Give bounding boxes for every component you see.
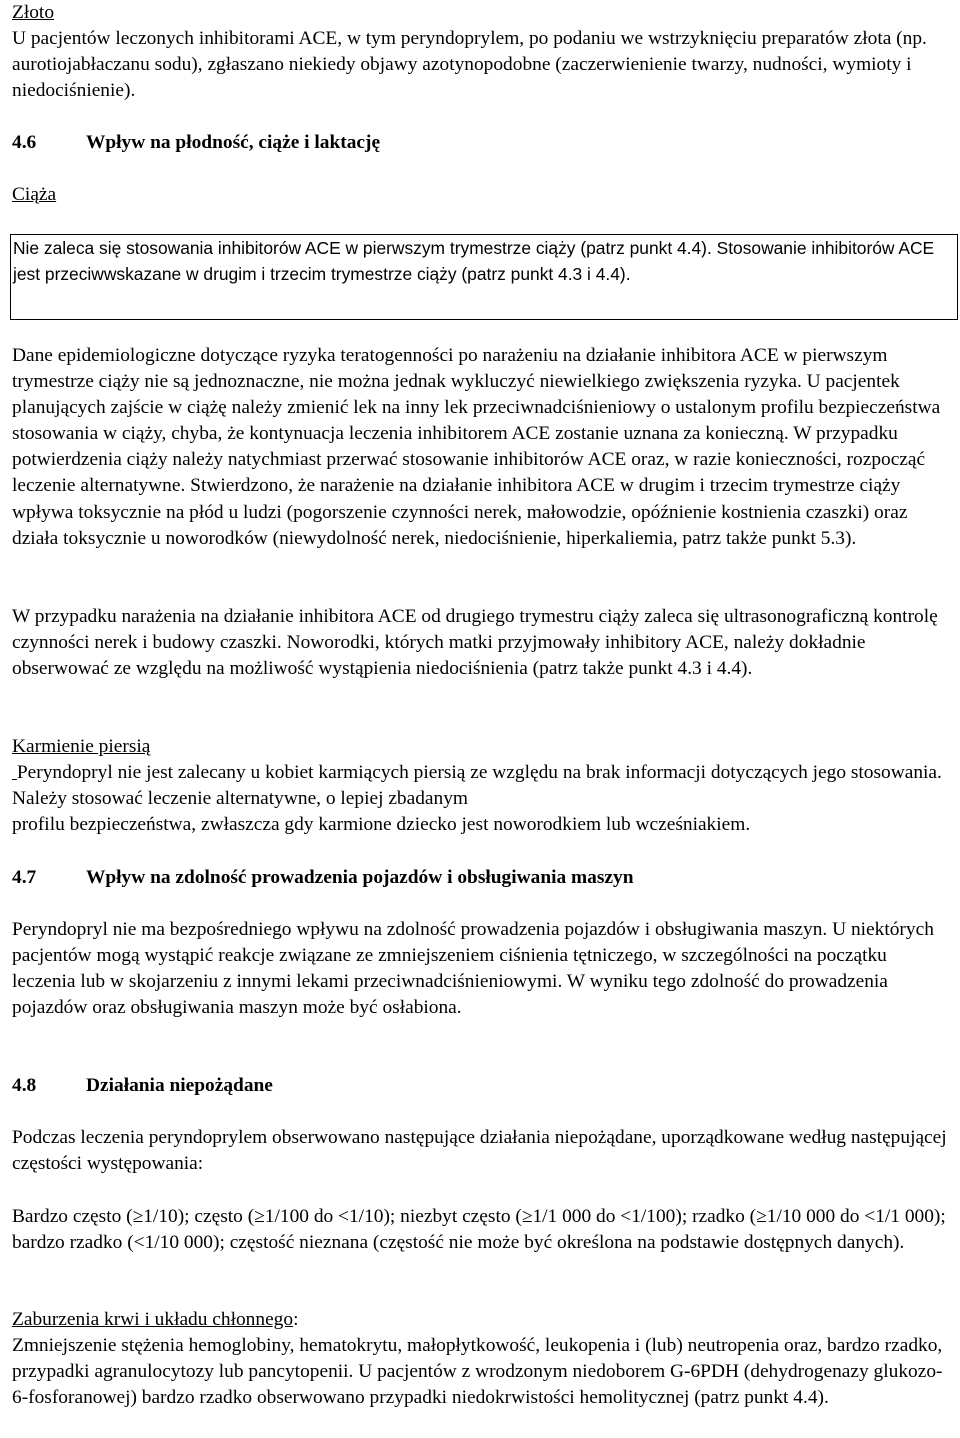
frequency-definitions: Bardzo często (≥1/10); często (≥1/100 do <1/10); niezbyt często (≥1/1 000 do <1/100); rzadko (≥1/10 000 do <1/1 000); bardzo rzadko (<1/10 000); częstość nieznana (częstość nie może być określona na podstawie dostępnych danych). (12, 1206, 946, 1254)
gold-heading: Złoto (12, 2, 55, 23)
gold-text: U pacjentów leczonych inhibitorami ACE, w tym peryndoprylem, po podaniu we wstrzyknięciu preparatów złota (np. aurotiojabłaczanu sodu), zgłaszano niekiedy objawy azotynopodobne (zaczerwienienie twarzy, nudności, wymioty i niedociśnienie). (12, 28, 927, 102)
section-4-8-intro: Podczas leczenia peryndoprylem obserwowano następujące działania niepożądane, uporządkowane według następującej częstości występowania: (12, 1127, 947, 1175)
breastfeeding-line-2: profilu bezpieczeństwa, zwłaszcza gdy karmione dziecko jest noworodkiem lub wcześniakiem. (12, 814, 751, 836)
blood-heading: Zaburzenia krwi i układu chłonnego (12, 1309, 294, 1330)
pregnancy-paragraph-1: Dane epidemiologiczne dotyczące ryzyka teratogenności po narażeniu na działanie inhibitora ACE w pierwszym trymestrze ciąży nie są jednoznaczne, nie można jednak wykluczyć niewielkiego zwiększenia ryzyka. U pacjentek planujących zajście w ciążę należy zmienić lek na inny lek przeciwnadciśnieniowy o ustalonym profilu bezpieczeństwa stosowania w ciąży, chyba, że kontynuacja leczenia inhibitorem ACE zostanie uznana za konieczną. W przypadku potwierdzenia ciąży należy natychmiast przerwać stosowanie inhibitorów ACE oraz, w razie konieczności, rozpocząć leczenie alternatywne. Stwierdzono, że narażenie na działanie inhibitora ACE w drugim i trzecim trymestrze ciąży wpływa toksycznie na płód u ludzi (pogorszenie czynności nerek, małowodzie, opóźnienie kostnienia czaszki) oraz działa toksycznie u noworodków (niewydolność nerek, niedociśnienie, hiperkaliemia, patrz także punkt 5.3). (12, 345, 941, 549)
section-4-6-heading (12, 130, 952, 156)
pregnancy-boxed-warning (10, 234, 958, 320)
breastfeeding-heading: Karmienie piersią (12, 736, 151, 757)
breastfeeding-line-1: Peryndopryl nie jest zalecany u kobiet karmiących piersią ze względu na brak informacji dotyczących jego stosowania. Należy stosować leczenie alternatywne, o lepiej zbadanym (12, 762, 942, 810)
blood-section (12, 1307, 952, 1411)
section-4-6-title: Wpływ na płodność, ciąże i laktację (86, 132, 381, 153)
pregnancy-heading: Ciąża (12, 184, 57, 205)
section-4-7-number: 4.7 (12, 867, 37, 888)
section-4-7-text: Peryndopryl nie ma bezpośredniego wpływu na zdolność prowadzenia pojazdów i obsługiwania maszyn. U niektórych pacjentów mogą wystąpić reakcje związane ze zmniejszeniem ciśnienia tętniczego, w szczególności na początku leczenia lub w skojarzeniu z innymi lekami przeciwnadciśnieniowymi. W wyniku tego zdolność do prowadzenia pojazdów oraz obsługiwania maszyn może być osłabiona. (12, 919, 934, 1019)
breastfeeding-paragraph (12, 760, 952, 838)
blood-heading-colon: : (293, 1309, 299, 1330)
section-4-8-heading (12, 1073, 952, 1099)
section-4-8-title: Działania niepożądane (86, 1075, 273, 1096)
gold-section (12, 0, 952, 104)
section-4-8-number: 4.8 (12, 1075, 37, 1096)
section-4-6-number: 4.6 (12, 132, 37, 153)
pregnancy-boxed-text: Nie zaleca się stosowania inhibitorów ACE w pierwszym trymestrze ciąży (patrz punkt 4.4). Stosowanie inhibitorów ACE jest przeciwwskazane w drugim i trzecim trymestrze ciąży (patrz punkt 4.3 i 4.4). (13, 238, 935, 285)
pregnancy-paragraph-2: W przypadku narażenia na działanie inhibitora ACE od drugiego trymestru ciąży zaleca się ultrasonograficzną kontrolę czynności nerek i budowy czaszki. Noworodki, których matki przyjmowały inhibitory ACE, należy dokładnie obserwować ze względu na możliwość wystąpienia niedociśnienia (patrz także punkt 4.3 i 4.4). (12, 606, 938, 680)
section-4-7-heading (12, 865, 952, 891)
blood-text: Zmniejszenie stężenia hemoglobiny, hematokrytu, małopłytkowość, leukopenia i (lub) neutropenia oraz, bardzo rzadko, przypadki agranulocytozy lub pancytopenii. U pacjentów z wrodzonym niedoborem G-6PDH (dehydrogenazy glukozo-6-fosforanowej) bardzo rzadko obserwowano przypadki niedokrwistości hemolitycznej (patrz punkt 4.4). (12, 1335, 943, 1409)
section-4-7-title: Wpływ na zdolność prowadzenia pojazdów i obsługiwania maszyn (86, 867, 634, 888)
